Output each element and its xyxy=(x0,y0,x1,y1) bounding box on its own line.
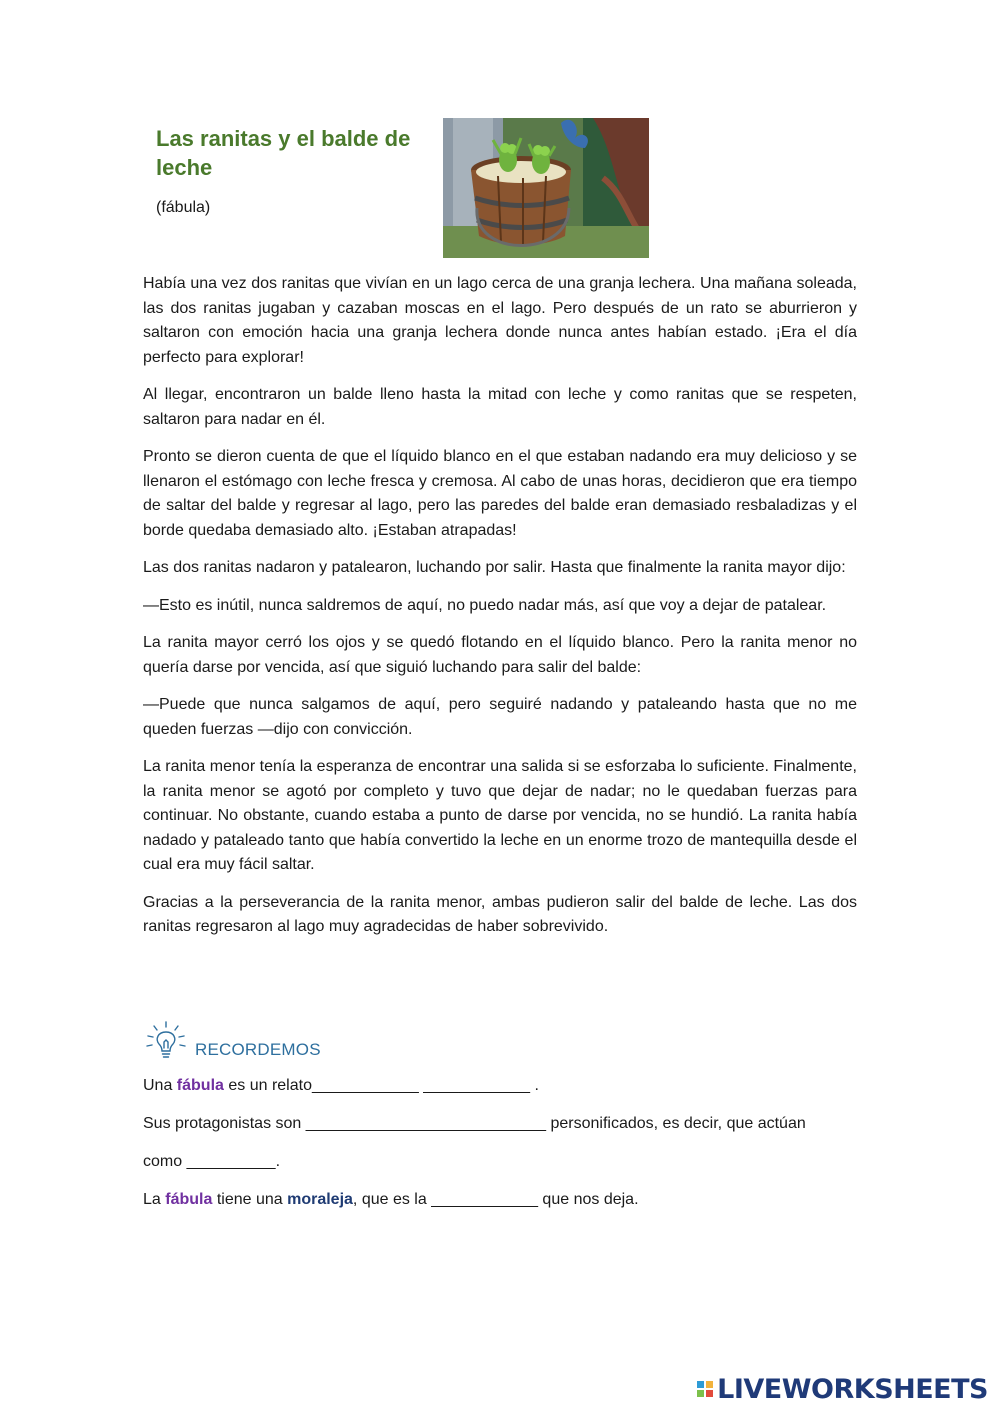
fill-text: Una xyxy=(143,1077,177,1094)
story-text xyxy=(143,272,857,953)
illustration-svg xyxy=(443,118,649,258)
story-paragraph: Las dos ranitas nadaron y patalearon, luchando por salir. Hasta que finalmente la ranita mayor dijo: xyxy=(143,559,846,576)
story-paragraph: La ranita menor tenía la esperanza de encontrar una salida si se esforzaba lo suficiente. Finalmente, la ranita menor se agotó por completo y tuvo que dejar de nadar; no le quedaban fuerzas para continuar. No obstante, cuando estaba a punto de darse por vencida, no se hundió. La ranita había nadado y pataleado tanto que había convertido la leche en un enorme trozo de mantequilla desde el cual era muy fácil saltar. xyxy=(143,758,857,873)
logo-grid-icon xyxy=(697,1381,713,1397)
fill-text: es un relato xyxy=(223,1077,312,1094)
story-paragraph: Al llegar, encontraron un balde lleno hasta la mitad con leche y como ranitas que se respeten, saltaron para nadar en él. xyxy=(143,386,857,428)
fill-text: La xyxy=(143,1191,166,1208)
fill-line-1 xyxy=(143,1075,539,1097)
story-paragraph: Pronto se dieron cuenta de que el líquido blanco en el que estaban nadando era muy delicioso y se llenaron el estómago con leche fresca y cremosa. Al cabo de unas horas, decidieron que era tiempo de saltar del balde y regresar al lago, pero las paredes del balde eran demasiado resbaladizas y el borde quedaba demasiado alto. ¡Estaban atrapadas! xyxy=(143,448,857,539)
fill-text: . xyxy=(530,1077,539,1094)
genre-label: (fábula) xyxy=(156,199,211,216)
story-paragraph: —Puede que nunca salgamos de aquí, pero seguiré nadando y pataleando hasta que no me queden fuerzas —dijo con convicción. xyxy=(143,696,857,738)
frogs-in-milk-bucket-illustration xyxy=(443,118,649,258)
fill-line-3 xyxy=(143,1151,280,1173)
fill-text: tiene una xyxy=(212,1191,288,1208)
story-paragraph: Gracias a la perseverancia de la ranita menor, ambas pudieron salir del balde de leche. Las dos ranitas regresaron al lago muy agradecidas de haber sobrevivido. xyxy=(143,893,857,935)
story-paragraph: Había una vez dos ranitas que vivían en un lago cerca de una granja lechera. Una mañana soleada, las dos ranitas jugaban y cazaban moscas en el lago. Pero después de un rato se aburrieron y saltaron con emoción hacia una granja lechera donde nunca antes habían estado. ¡Era el día perfecto para explorar! xyxy=(143,275,857,366)
fill-text: . xyxy=(275,1153,281,1170)
keyword-fabula: fábula xyxy=(165,1191,213,1208)
fill-line-4 xyxy=(143,1189,639,1211)
answer-blank[interactable]: ____________ xyxy=(311,1077,419,1094)
answer-blank[interactable]: __________ xyxy=(186,1153,276,1170)
lightbulb-icon xyxy=(143,1018,189,1062)
recordemos-label: RECORDEMOS xyxy=(195,1040,321,1059)
answer-blank[interactable]: ____________ xyxy=(423,1077,530,1094)
fill-text: , que es la xyxy=(352,1191,432,1208)
recordemos-heading xyxy=(143,1018,321,1062)
keyword-moraleja: moraleja xyxy=(287,1191,353,1208)
fill-line-2 xyxy=(143,1113,806,1135)
answer-blank[interactable]: ___________________________ xyxy=(305,1115,547,1132)
fill-text: como xyxy=(143,1153,187,1170)
answer-blank[interactable]: ____________ xyxy=(431,1191,538,1208)
story-paragraph: La ranita mayor cerró los ojos y se quedó flotando en el líquido blanco. Pero la ranita menor no quería darse por vencida, así que siguió luchando para salir del balde: xyxy=(143,634,857,676)
fill-text: Sus protagonistas son xyxy=(143,1115,306,1132)
story-paragraph: —Esto es inútil, nunca saldremos de aquí, no puedo nadar más, así que voy a dejar de patalear. xyxy=(143,596,827,614)
brand-wordmark: LIVEWORKSHEETS xyxy=(717,1373,988,1405)
fill-text: que nos deja. xyxy=(537,1191,639,1208)
worksheet-title: Las ranitas y el balde de leche xyxy=(156,126,411,180)
keyword-fabula: fábula xyxy=(176,1077,224,1094)
fill-text: personificados, es decir, que actúan xyxy=(546,1115,806,1132)
liveworksheets-logo xyxy=(697,1374,988,1404)
